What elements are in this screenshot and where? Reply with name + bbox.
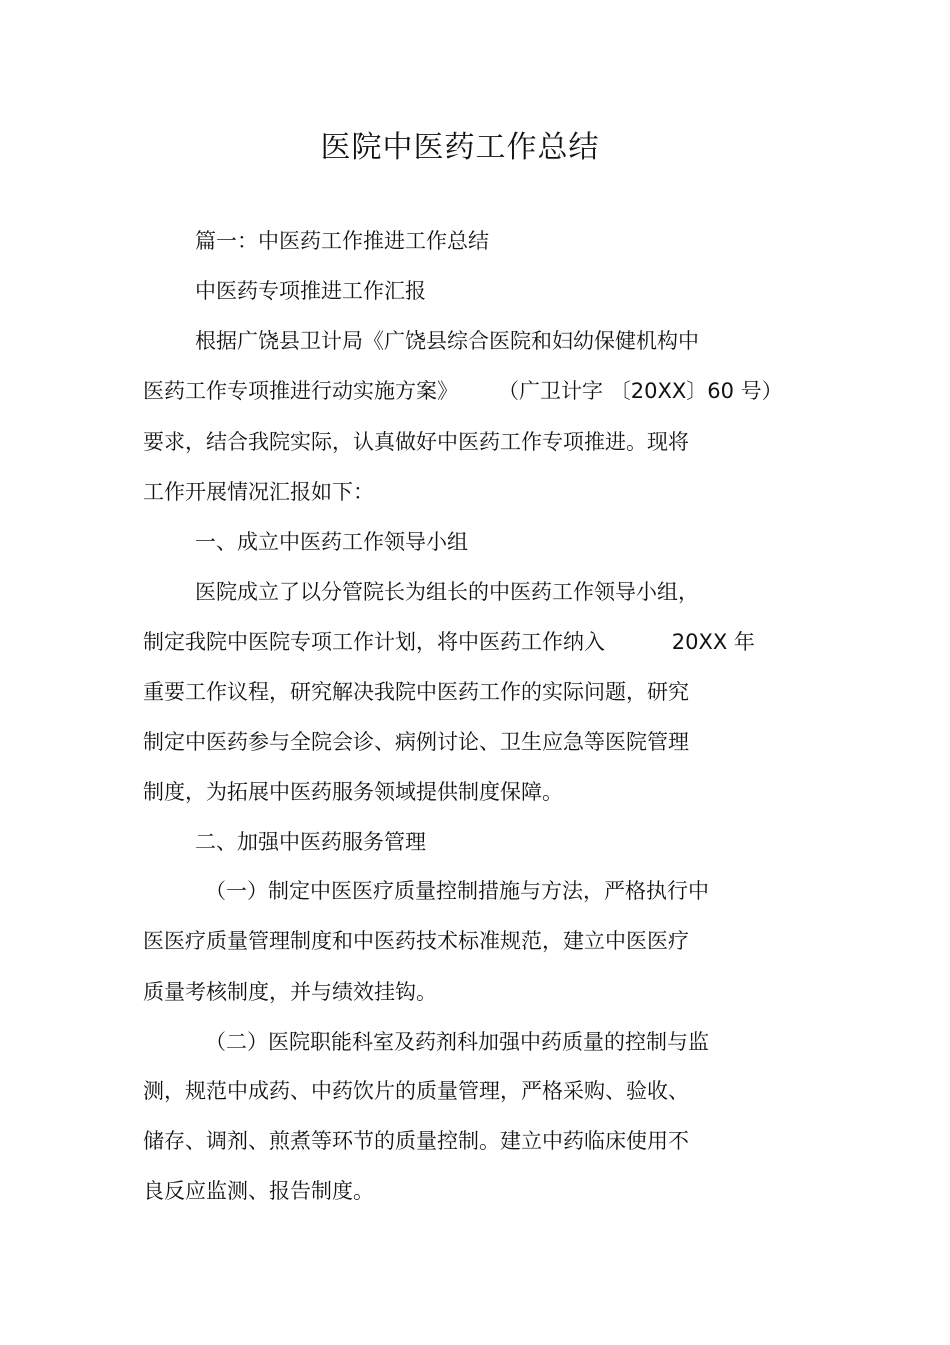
- document-title: 医院中医药工作总结: [320, 130, 600, 165]
- paragraph-line: 要求，结合我院实际，认真做好中医药工作专项推进。现将: [143, 430, 689, 454]
- paragraph-line: 医医疗质量管理制度和中医药技术标准规范，建立中医医疗: [143, 929, 689, 953]
- paragraph-line: 制定我院中医院专项工作计划，将中医药工作纳入 20XX 年: [143, 630, 755, 654]
- section-heading-part-one: 篇一：中医药工作推进工作总结: [195, 229, 489, 253]
- paragraph-line: （一）制定中医医疗质量控制措施与方法，严格执行中: [205, 879, 709, 903]
- paragraph-line: 工作开展情况汇报如下：: [143, 480, 374, 504]
- report-subtitle: 中医药专项推进工作汇报: [195, 279, 426, 303]
- section-heading: 一、成立中医药工作领导小组: [195, 530, 468, 554]
- paragraph-line: 储存、调剂、煎煮等环节的质量控制。建立中药临床使用不: [143, 1129, 689, 1153]
- paragraph-line: 根据广饶县卫计局《广饶县综合医院和妇幼保健机构中: [195, 329, 699, 353]
- paragraph-line: 质量考核制度，并与绩效挂钩。: [143, 980, 437, 1004]
- paragraph-line: 测，规范中成药、中药饮片的质量管理，严格采购、验收、: [143, 1079, 689, 1103]
- paragraph-line: 良反应监测、报告制度。: [143, 1179, 374, 1203]
- paragraph-line: 制定中医药参与全院会诊、病例讨论、卫生应急等医院管理: [143, 730, 689, 754]
- paragraph-line: 医院成立了以分管院长为组长的中医药工作领导小组，: [195, 580, 699, 604]
- paragraph-line: （二）医院职能科室及药剂科加强中药质量的控制与监: [205, 1030, 709, 1054]
- paragraph-line: 医药工作专项推进行动实施方案》 （广卫计字 〔20XX〕60 号）: [143, 379, 783, 403]
- section-heading: 二、加强中医药服务管理: [195, 830, 426, 854]
- paragraph-line: 制度，为拓展中医药服务领域提供制度保障。: [143, 780, 563, 804]
- paragraph-line: 重要工作议程，研究解决我院中医药工作的实际问题，研究: [143, 680, 689, 704]
